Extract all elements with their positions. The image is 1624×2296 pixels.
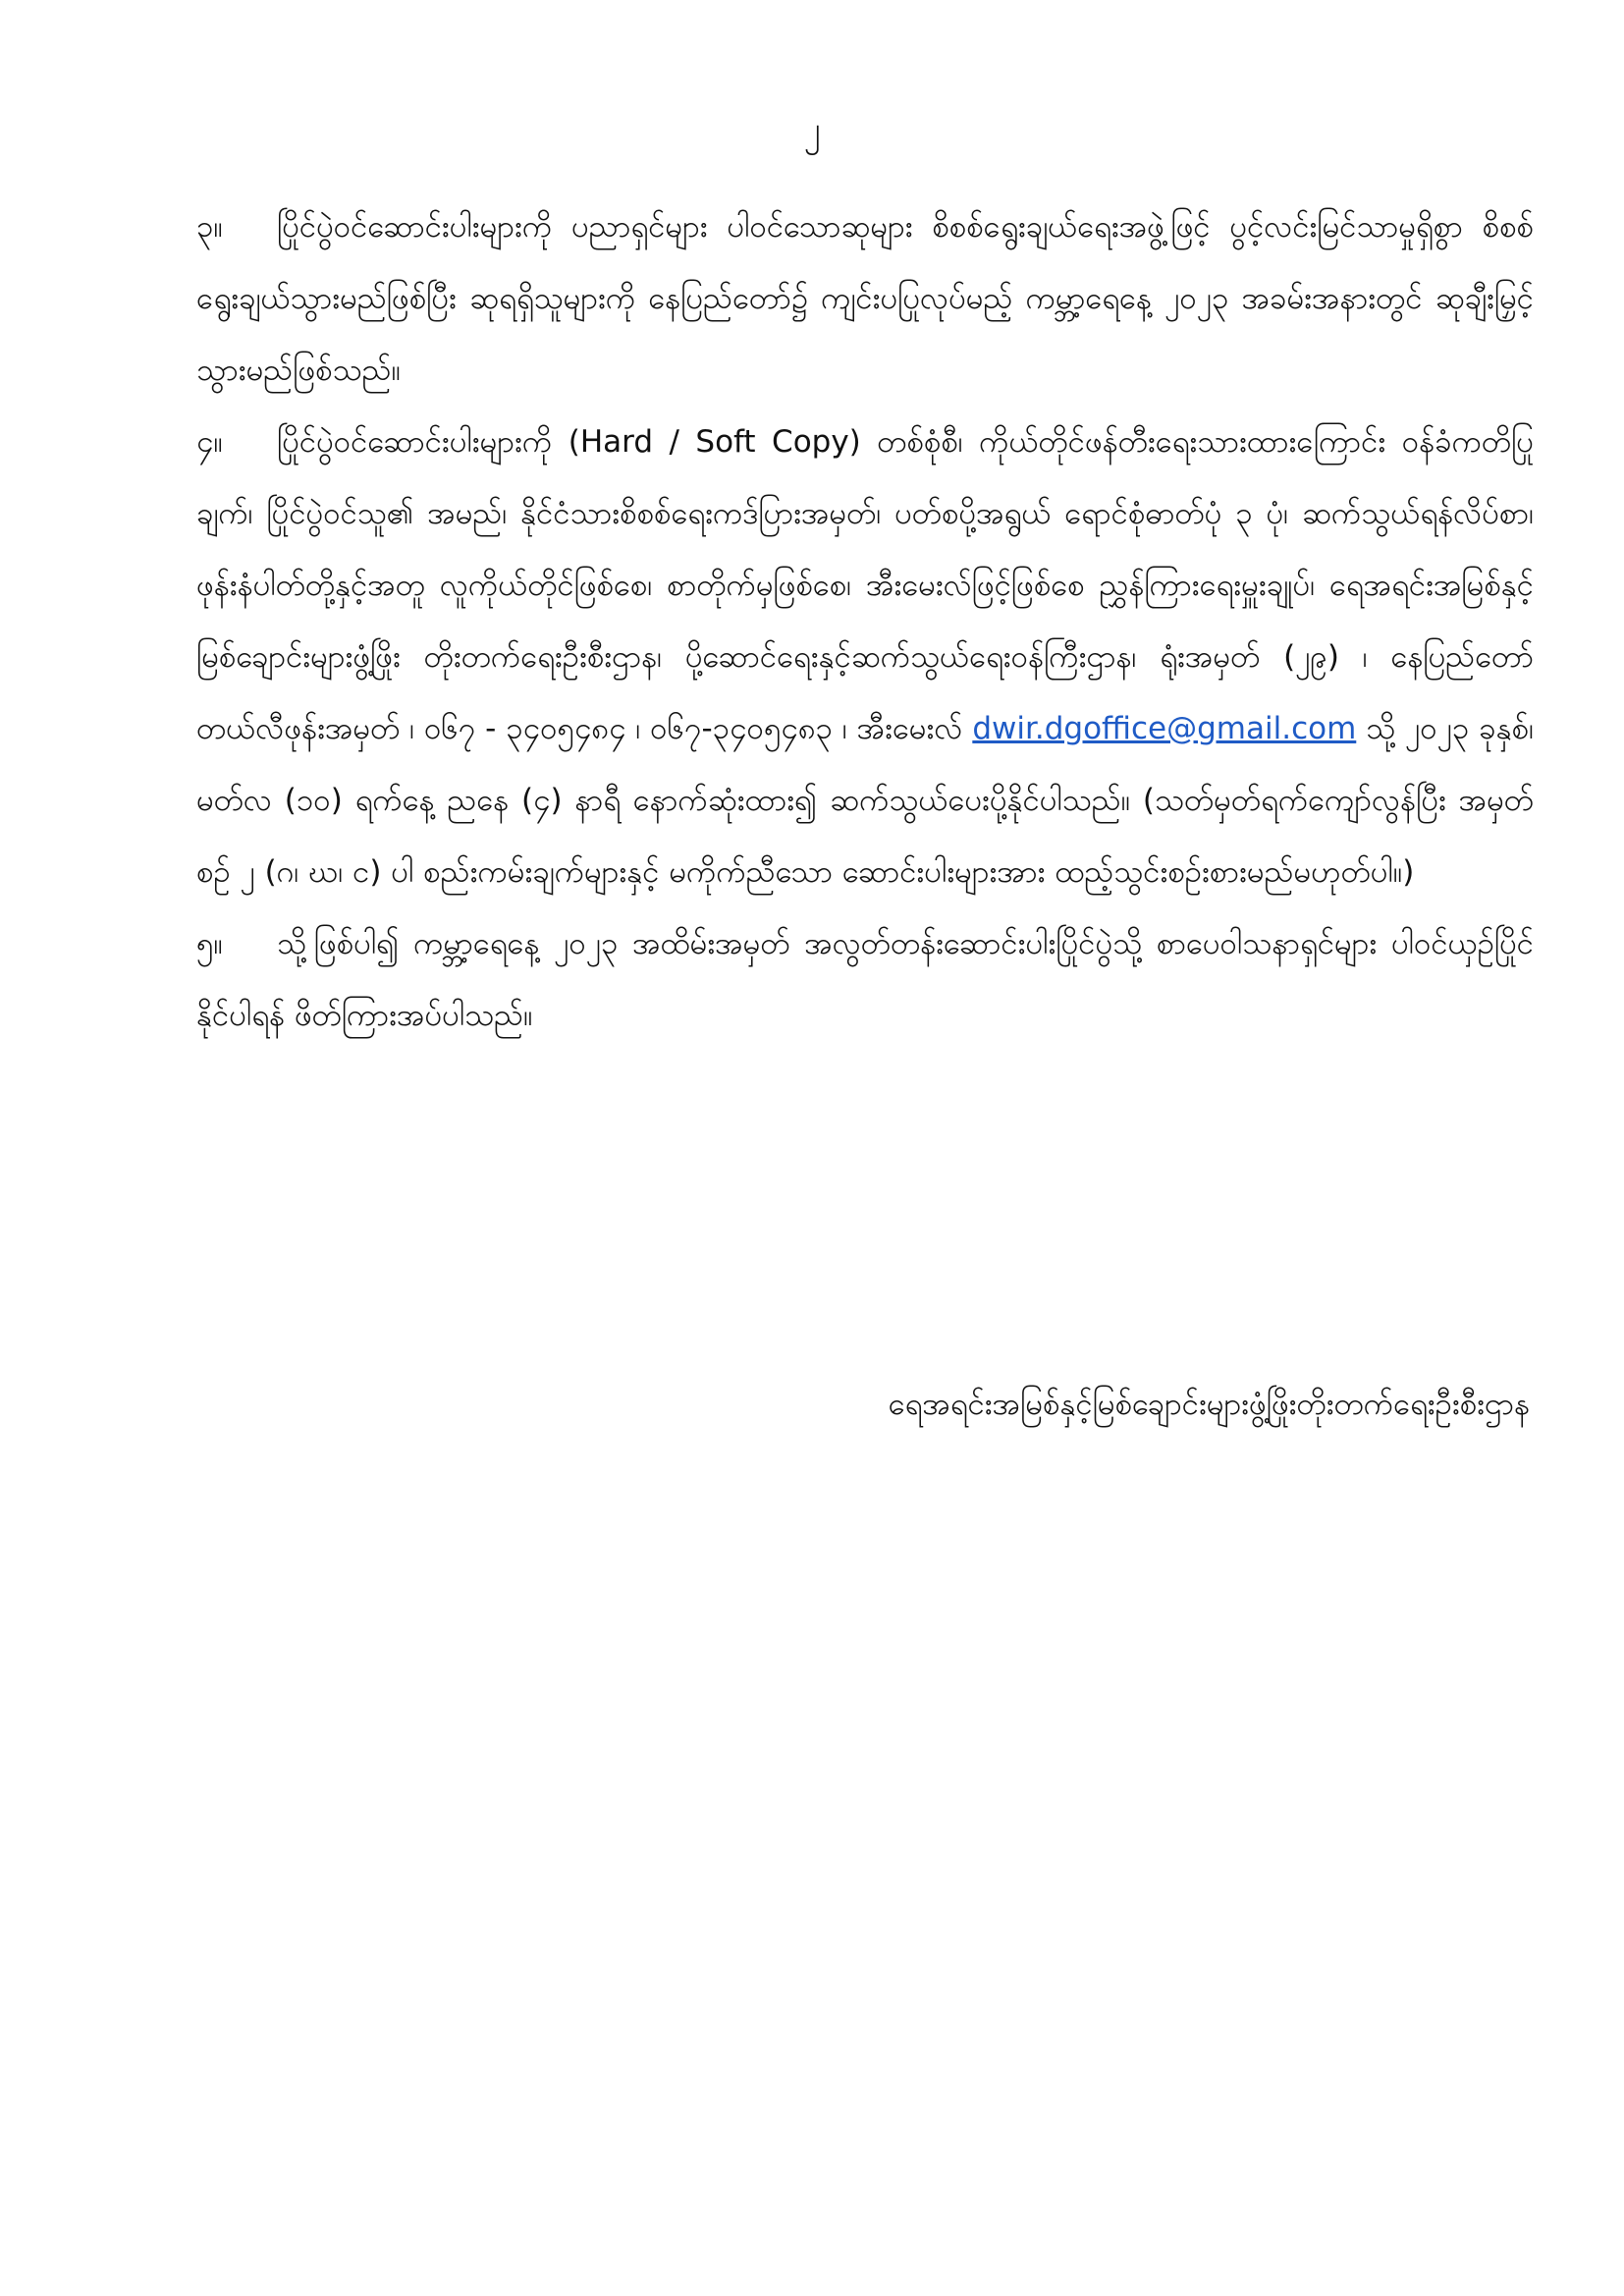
email-link[interactable]: dwir.dgoffice@gmail.com [972, 711, 1357, 746]
paragraph-4-text-before-email: ပြိုင်ပွဲဝင်ဆောင်းပါးများကို (Hard / Soft Copy) တစ်စုံစီ၊ ကိုယ်တိုင်ဖန်တီးရေးသားထားကြောင်း ဝန်ခံကတိပြုချက်၊ ပြိုင်ပွဲဝင်သူ၏ အမည်၊ နိုင်ငံသားစိစစ်ရေးကဒ်ပြားအမှတ်၊ ပတ်စပို့အရွယ် ရောင်စုံဓာတ်ပုံ ၃ ပုံ၊ ဆက်သွယ်ရန်လိပ်စာ၊ ဖုန်းနံပါတ်တို့နှင့်အတူ လူကိုယ်တိုင်ဖြစ်စေ၊ စာတိုက်မှဖြစ်စေ၊ အီးမေးလ်ဖြင့်ဖြစ်စေ ညွှန်ကြားရေးမှူးချုပ်၊ ရေအရင်းအမြစ်နှင့်မြစ်ချောင်းများဖွံ့ဖြိုး တိုးတက်ရေးဦးစီးဌာန၊ ပို့ဆောင်ရေးနှင့်ဆက်သွယ်ရေးဝန်ကြီးဌာန၊ ရုံးအမှတ် (၂၉) ၊ နေပြည်တော် တယ်လီဖုန်းအမှတ် ၊ ၀၆၇ - ၃၄၀၅၄၈၄ ၊ ၀၆၇-၃၄၀၅၄၈၃ ၊ အီးမေးလ် [196, 424, 1534, 746]
document-body [196, 191, 1534, 1052]
page-number: ၂ [803, 110, 821, 149]
paragraph-3 [196, 191, 1534, 407]
paragraph-5 [196, 908, 1534, 1052]
paragraph-5-text: သို့ဖြစ်ပါ၍ ကမ္ဘာ့ရေနေ့ ၂၀၂၃ အထိမ်းအမှတ် အလွတ်တန်းဆောင်းပါးပြိုင်ပွဲသို့ စာပေဝါသနာရှင်များ ပါဝင်ယှဉ်ပြိုင်နိုင်ပါရန် ဖိတ်ကြားအပ်ပါသည်။ [196, 926, 1534, 1033]
signature-department: ရေအရင်းအမြစ်နှင့်မြစ်ချောင်းများဖွံ့ဖြိုးတိုးတက်ရေးဦးစီးဌာန [888, 1387, 1530, 1422]
paragraph-3-text: ပြိုင်ပွဲဝင်ဆောင်းပါးများကို ပညာရှင်များ ပါဝင်သောဆုများ စိစစ်ရွေးချယ်ရေးအဖွဲ့ဖြင့် ပွင့်လင်းမြင်သာမှုရှိစွာ စိစစ်ရွေးချယ်သွားမည်ဖြစ်ပြီး ဆုရရှိသူများကို နေပြည်တော်၌ ကျင်းပပြုလုပ်မည့် ကမ္ဘာ့ရေနေ့ ၂၀၂၃ အခမ်းအနားတွင် ဆုချီးမြှင့်သွားမည်ဖြစ်သည်။ [196, 209, 1534, 388]
paragraph-4-number: ၄။ [196, 424, 223, 460]
paragraph-4-text-after-email: သို့ ၂၀၂၃ ခုနှစ်၊ မတ်လ (၁၀) ရက်နေ့ ညနေ (၄) နာရီ နောက်ဆုံးထား၍ ဆက်သွယ်ပေးပို့နိုင်ပါသည်။ (သတ်မှတ်ရက်ကျော်လွန်ပြီး အမှတ်စဉ် ၂ (ဂ၊ ဃ၊ င) ပါ စည်းကမ်းချက်များနှင့် မကိုက်ညီသော ဆောင်းပါးများအား ထည့်သွင်းစဉ်းစားမည်မဟုတ်ပါ။) [196, 711, 1534, 890]
paragraph-5-number: ၅။ [196, 926, 223, 961]
paragraph-3-number: ၃။ [196, 209, 223, 245]
paragraph-4 [196, 407, 1534, 908]
